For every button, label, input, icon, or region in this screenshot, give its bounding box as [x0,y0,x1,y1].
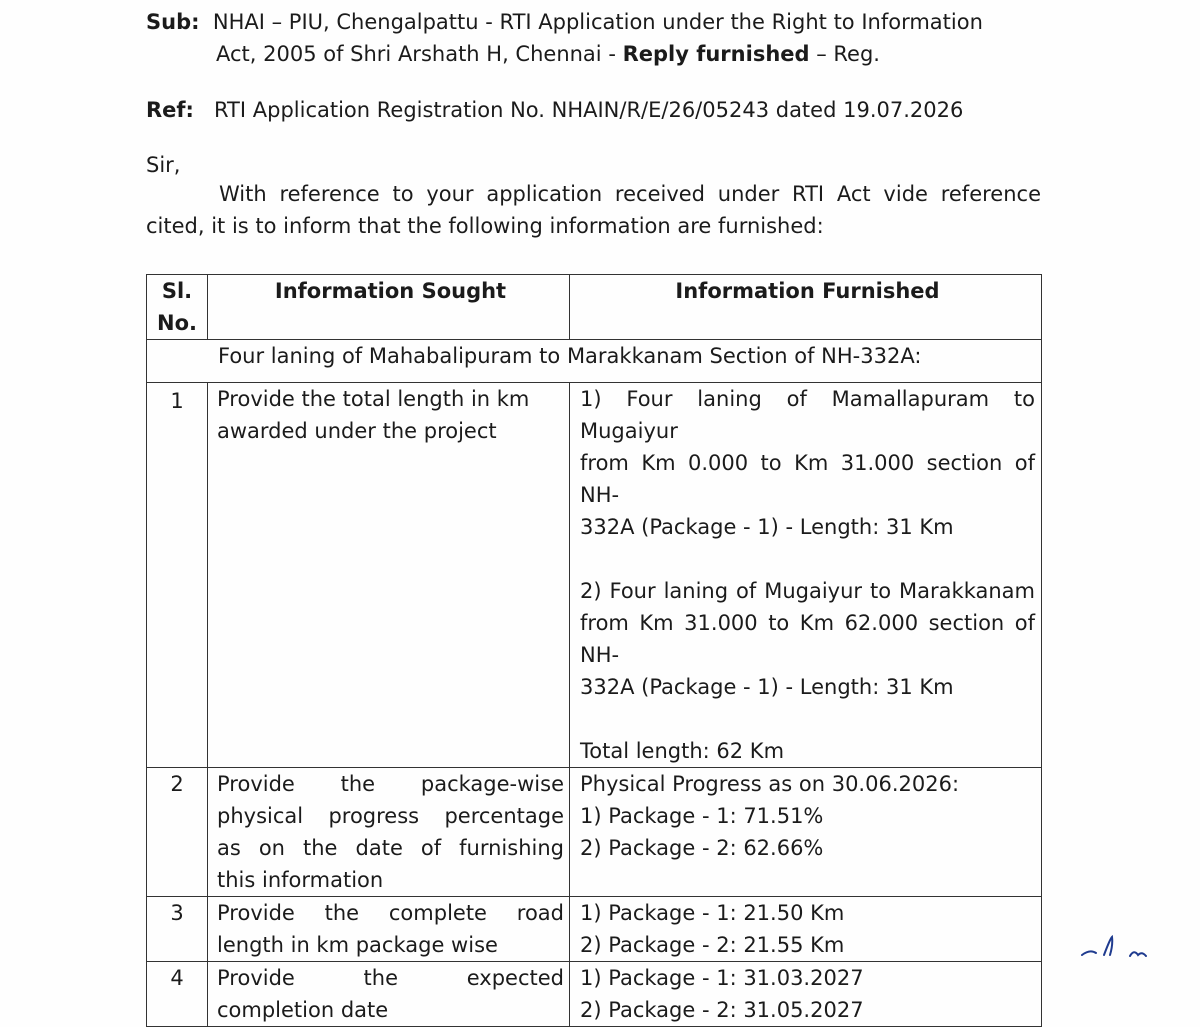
row-furnished-line: 1) Package - 1: 71.51% [580,804,824,828]
row-sought-line: as on the date of furnishing [217,836,564,860]
rti-information-table [146,274,1042,1027]
table-row [147,897,1042,962]
subject-text-2-bold: Reply furnished [622,42,810,66]
header-sl-line1: Sl. [161,279,193,303]
row-furnished-line: Physical Progress as on 30.06.2026: [580,772,960,796]
header-sl-line2: No. [157,311,197,335]
row-sought-line: this information [217,868,384,892]
intro-line-1: With reference to your application received under RTI Act vide reference [219,182,1041,206]
row-furnished-line: 332A (Package - 1) - Length: 31 Km [580,675,954,699]
row-furnished [570,383,1042,768]
section-row [147,340,1042,383]
row-furnished-line: 1) Four laning of Mamallapuram to Mugaiyur [580,387,1035,443]
row-sought-line: completion date [217,998,389,1022]
section-title: Four laning of Mahabalipuram to Marakkanam Section of NH-332A: [147,340,1042,383]
row-furnished-line: 1) Package - 1: 31.03.2027 [580,966,864,990]
row-sought-line: length in km package wise [217,933,498,957]
subject-label: Sub: [146,10,200,34]
subject-text-2-pre: Act, 2005 of Shri Arshath H, Chennai - [216,42,623,66]
row-furnished-line: 1) Package - 1: 21.50 Km [580,901,845,925]
row-sought [208,897,570,962]
row-sl: 4 [147,962,208,1027]
row-furnished-line: 332A (Package - 1) - Length: 31 Km [580,515,954,539]
table-row [147,962,1042,1027]
row-furnished-line: 2) Package - 2: 62.66% [580,836,824,860]
row-sought-line: Provide the package-wise [217,772,564,796]
salutation: Sir, [146,153,181,177]
row-furnished [570,962,1042,1027]
row-furnished [570,897,1042,962]
row-furnished-line: from Km 31.000 to Km 62.000 section of NH- [580,611,1035,667]
subject-text-1: NHAI – PIU, Chengalpattu - RTI Application under the Right to Information [212,10,983,34]
row-sought-line: Provide the expected [217,966,564,990]
row-sought [208,768,570,897]
signature-mark-icon [1080,935,1160,957]
row-furnished-line: from Km 0.000 to Km 31.000 section of NH- [580,451,1035,507]
table-row [147,768,1042,897]
row-sl: 3 [147,897,208,962]
subject-line-2 [216,38,880,70]
row-furnished-line: 2) Four laning of Mugaiyur to Marakkanam [580,579,1035,603]
header-sl-no [147,275,208,340]
subject-line-1 [146,6,983,38]
reference-label: Ref: [146,98,194,122]
subject-text-2-post: – Reg. [809,42,880,66]
row-furnished-line: Total length: 62 Km [580,739,785,763]
table-row [147,383,1042,768]
row-sought [208,962,570,1027]
reference-text: RTI Application Registration No. NHAIN/R/E/26/05243 dated 19.07.2026 [213,98,964,122]
row-sought-line: Provide the complete road [217,901,564,925]
intro-line-2: cited, it is to inform that the following information are furnished: [146,214,824,238]
row-sought-line: physical progress percentage [217,804,564,828]
table-header-row [147,275,1042,340]
header-information-sought: Information Sought [208,275,570,340]
row-sl: 1 [147,383,208,768]
row-furnished-line: 2) Package - 2: 21.55 Km [580,933,845,957]
row-sought [208,383,570,768]
reference-line [146,94,963,126]
row-sought-line: awarded under the project [217,419,497,443]
row-sought-line: Provide the total length in km [217,387,530,411]
header-information-furnished: Information Furnished [570,275,1042,340]
row-furnished [570,768,1042,897]
row-furnished-line: 2) Package - 2: 31.05.2027 [580,998,864,1022]
row-sl: 2 [147,768,208,897]
